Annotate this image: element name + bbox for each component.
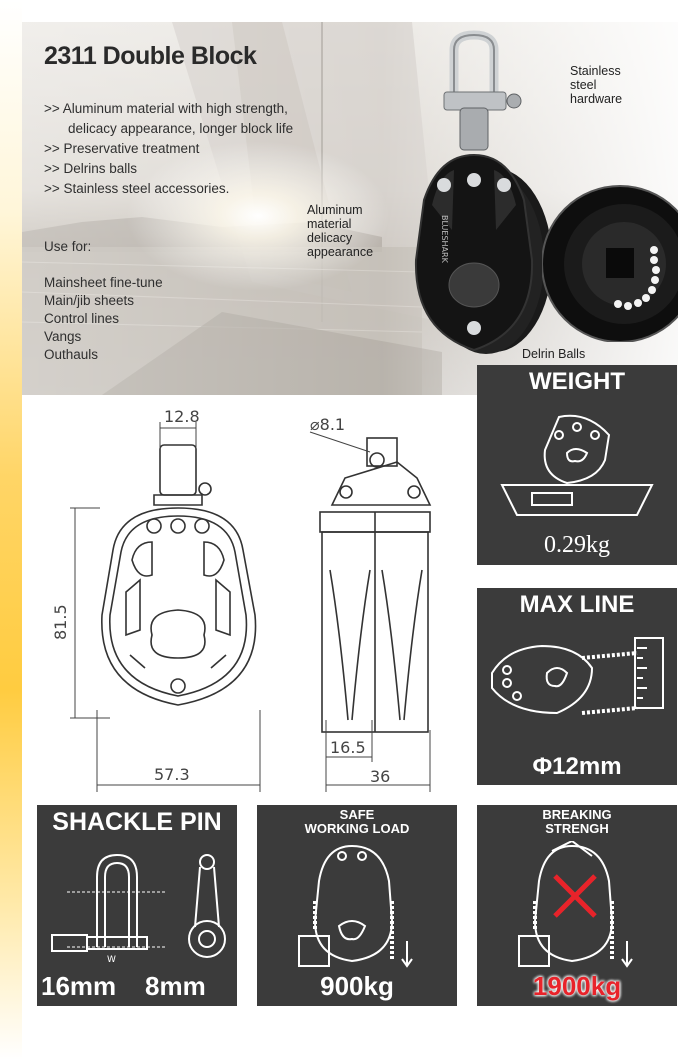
use-for-label: Use for:	[44, 239, 92, 254]
shackle-size-value: 16mm	[41, 971, 117, 1001]
delrin-balls-detail-image	[542, 182, 678, 342]
callout-line: appearance	[307, 245, 374, 259]
callout-balls: Delrin Balls	[522, 347, 586, 361]
breaking-value: 1900kg	[532, 971, 622, 1001]
weight-panel	[477, 365, 677, 565]
callout-line: delicacy	[307, 231, 353, 245]
use-item: Outhauls	[44, 347, 99, 362]
max-line-panel	[477, 588, 677, 785]
callout-line: Stainless	[570, 64, 621, 78]
dim-thickness: 36	[370, 767, 391, 786]
dim-height: 81.5	[51, 604, 70, 640]
page-title: 2311 Double Block	[44, 42, 257, 70]
breaking-title-line2: STRENGH	[545, 821, 609, 836]
weight-title: WEIGHT	[529, 368, 625, 395]
feature-line-2: delicacy appearance, longer block life	[68, 121, 294, 136]
feature-line-1: >> Aluminum material with high strength,	[44, 101, 288, 116]
dim-sheave: 16.5	[330, 738, 366, 757]
callout-hardware	[570, 64, 622, 106]
scale-icon	[497, 405, 657, 525]
feature-line-4: >> Delrins balls	[44, 161, 138, 176]
max-line-title: MAX LINE	[519, 591, 635, 618]
break-cross-icon	[555, 876, 595, 916]
double-block-product-image	[394, 30, 554, 365]
use-item: Control lines	[44, 311, 120, 326]
swl-title-line2: WORKING LOAD	[304, 821, 410, 836]
use-item: Main/jib sheets	[44, 293, 135, 308]
hero-banner	[22, 22, 678, 395]
technical-drawing	[40, 400, 470, 800]
feature-line-3: >> Preservative treatment	[44, 141, 200, 156]
callout-line: Aluminum	[307, 203, 363, 217]
shackle-pin-icon	[47, 847, 232, 967]
callout-aluminum	[307, 203, 373, 259]
breaking-strength-panel	[477, 805, 677, 1006]
brand-mark: BLUESHARK	[440, 215, 449, 263]
callout-line: steel	[570, 78, 597, 92]
w-label: W	[107, 955, 116, 965]
shackle-pin-panel	[37, 805, 237, 1006]
max-line-icon	[487, 628, 667, 738]
swl-value: 900kg	[320, 971, 394, 1001]
callout-line: material	[307, 217, 352, 231]
safe-working-load-panel	[257, 805, 457, 1006]
dim-width: 57.3	[154, 765, 190, 784]
breaking-title-line1: BREAKING	[542, 807, 612, 822]
max-line-value: Φ12mm	[532, 753, 622, 780]
pin-size-value: 8mm	[145, 971, 206, 1001]
use-item: Mainsheet fine-tune	[44, 275, 163, 290]
breaking-strength-icon	[517, 841, 647, 971]
dim-shackle-width: 12.8	[164, 407, 200, 426]
shackle-pin-title: SHACKLE PIN	[52, 808, 222, 836]
dim-pin-diameter: ⌀8.1	[310, 415, 346, 434]
feature-line-5: >> Stainless steel accessories.	[44, 181, 230, 196]
side-gradient-stripe	[0, 0, 22, 1060]
weight-value: 0.29kg	[544, 532, 610, 558]
swl-title-line1: SAFE	[339, 807, 375, 822]
use-item: Vangs	[44, 329, 82, 344]
safe-load-icon	[297, 841, 427, 971]
callout-line: hardware	[570, 92, 623, 106]
